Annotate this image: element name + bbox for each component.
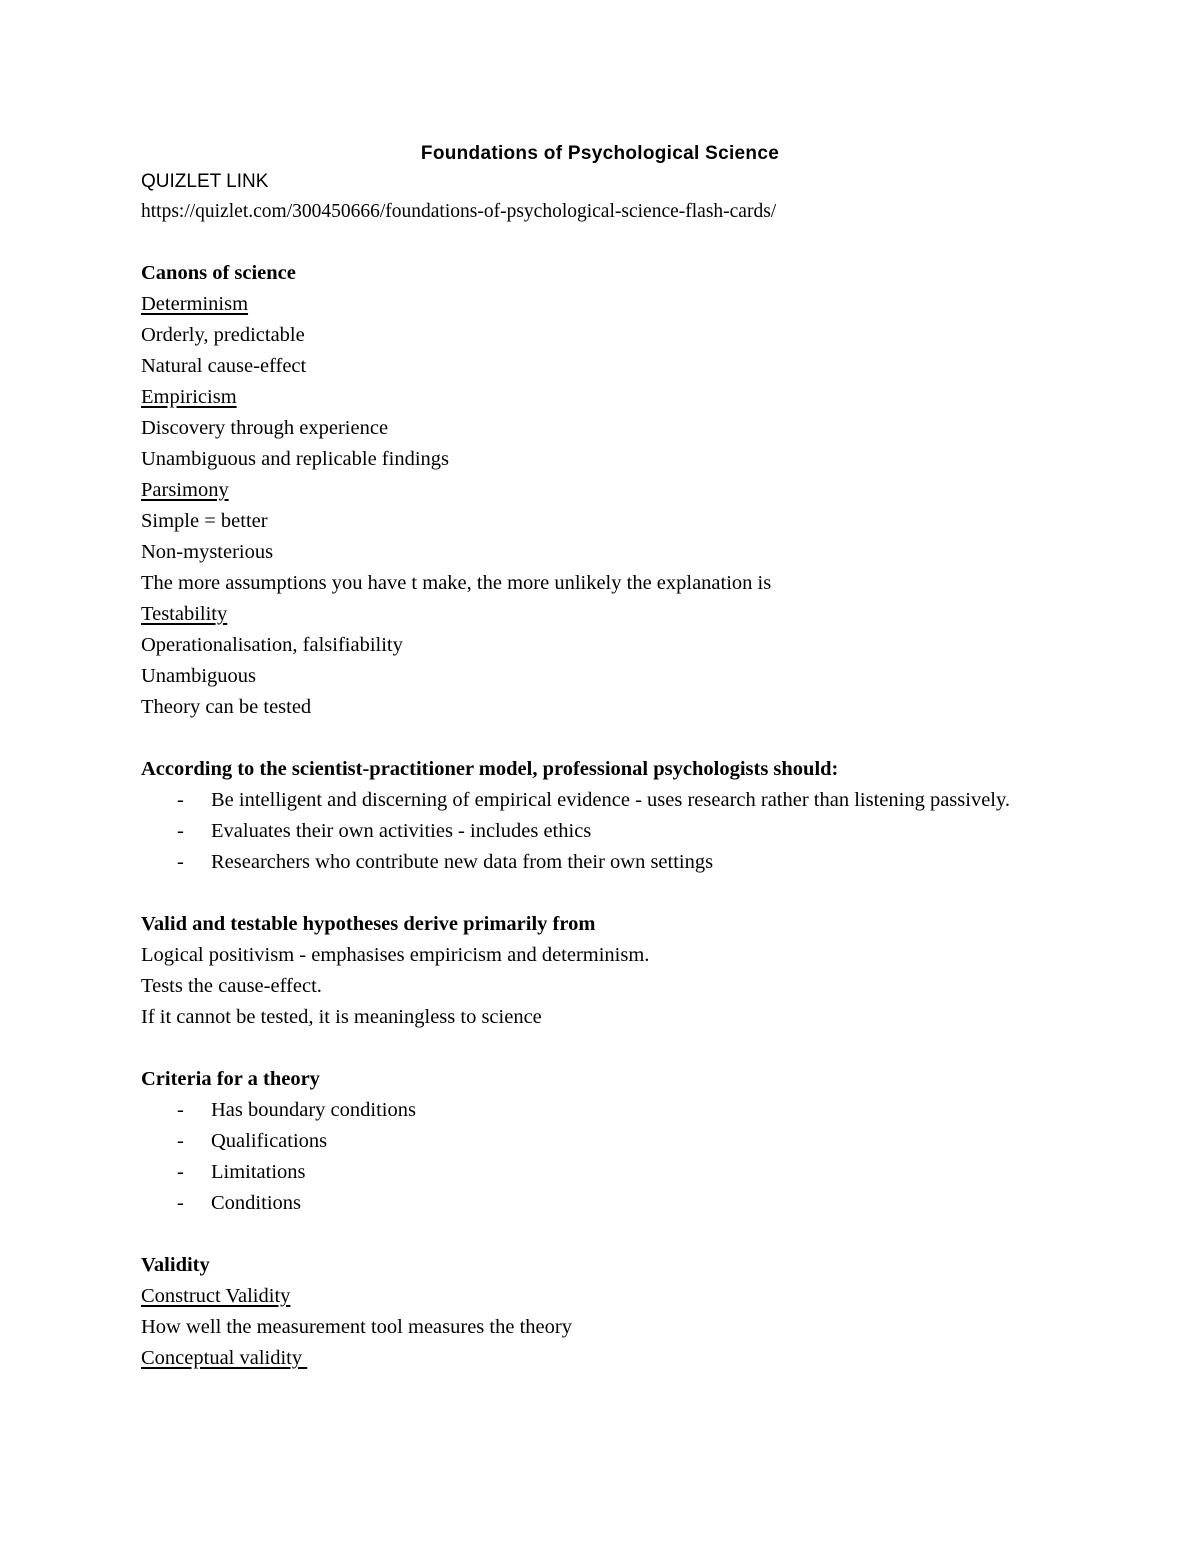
blank-line xyxy=(141,723,1061,754)
text-line: Orderly, predictable xyxy=(141,324,305,346)
section-heading-criteria: Criteria for a theory xyxy=(141,1068,320,1090)
text-line: Operationalisation, falsifiability xyxy=(141,634,403,656)
text-line: Discovery through experience xyxy=(141,417,389,439)
document-body xyxy=(141,196,1061,1374)
text-line: Simple = better xyxy=(141,510,268,532)
text-line: If it cannot be tested, it is meaningless to science xyxy=(141,1006,542,1028)
bullet-item xyxy=(141,847,1061,878)
subheading-determinism: Determinism xyxy=(141,293,249,315)
section-heading-scientist-practitioner: According to the scientist-practitioner model, professional psychologists should: xyxy=(141,758,839,780)
bullet-text: Limitations xyxy=(211,1161,306,1183)
bullet-list-scientist-practitioner xyxy=(141,785,1061,878)
document-title: Foundations of Psychological Science xyxy=(420,143,780,164)
bullet-text: Conditions xyxy=(211,1192,301,1214)
bullet-item xyxy=(141,1126,1061,1157)
subheading-testability: Testability xyxy=(141,603,228,625)
text-line: Unambiguous xyxy=(141,665,257,687)
bullet-item xyxy=(141,1188,1061,1219)
bullet-dash: - xyxy=(177,820,184,842)
blank-line xyxy=(141,1033,1061,1064)
text-line: The more assumptions you have t make, the more unlikely the explanation is xyxy=(141,572,772,594)
text-line: Tests the cause-effect. xyxy=(141,975,322,997)
bullet-text: Evaluates their own activities - includes ethics xyxy=(211,820,592,842)
text-line: Unambiguous and replicable findings xyxy=(141,448,450,470)
bullet-item xyxy=(141,785,1061,816)
bullet-dash: - xyxy=(177,1099,184,1121)
text-line: Natural cause-effect xyxy=(141,355,307,377)
blank-line xyxy=(141,1219,1061,1250)
quizlet-label: QUIZLET LINK xyxy=(141,171,269,192)
bullet-list-criteria xyxy=(141,1095,1061,1219)
subheading-empiricism: Empiricism xyxy=(141,386,237,408)
text-line: Logical positivism - emphasises empiricism and determinism. xyxy=(141,944,650,966)
bullet-text: Qualifications xyxy=(211,1130,328,1152)
section-heading-hypotheses: Valid and testable hypotheses derive primarily from xyxy=(141,913,596,935)
bullet-text: Be intelligent and discerning of empirical evidence - uses research rather than listening passively. xyxy=(211,789,1011,811)
subheading-conceptual-validity: Conceptual validity xyxy=(141,1347,308,1369)
section-heading-validity: Validity xyxy=(141,1254,210,1276)
bullet-item xyxy=(141,1157,1061,1188)
quizlet-url: https://quizlet.com/300450666/foundations-of-psychological-science-flash-cards/ xyxy=(141,201,777,222)
bullet-item xyxy=(141,1095,1061,1126)
bullet-text: Researchers who contribute new data from their own settings xyxy=(211,851,714,873)
bullet-text: Has boundary conditions xyxy=(211,1099,416,1121)
bullet-dash: - xyxy=(177,1161,184,1183)
bullet-dash: - xyxy=(177,851,184,873)
text-line: Non-mysterious xyxy=(141,541,274,563)
bullet-dash: - xyxy=(177,789,184,811)
text-line: How well the measurement tool measures the theory xyxy=(141,1316,572,1338)
bullet-dash: - xyxy=(177,1130,184,1152)
blank-line xyxy=(141,227,1061,258)
subheading-parsimony: Parsimony xyxy=(141,479,229,501)
text-line: Theory can be tested xyxy=(141,696,312,718)
bullet-item xyxy=(141,816,1061,847)
bullet-dash: - xyxy=(177,1192,184,1214)
section-heading-canons: Canons of science xyxy=(141,262,296,284)
blank-line xyxy=(141,878,1061,909)
subheading-construct-validity: Construct Validity xyxy=(141,1285,291,1307)
